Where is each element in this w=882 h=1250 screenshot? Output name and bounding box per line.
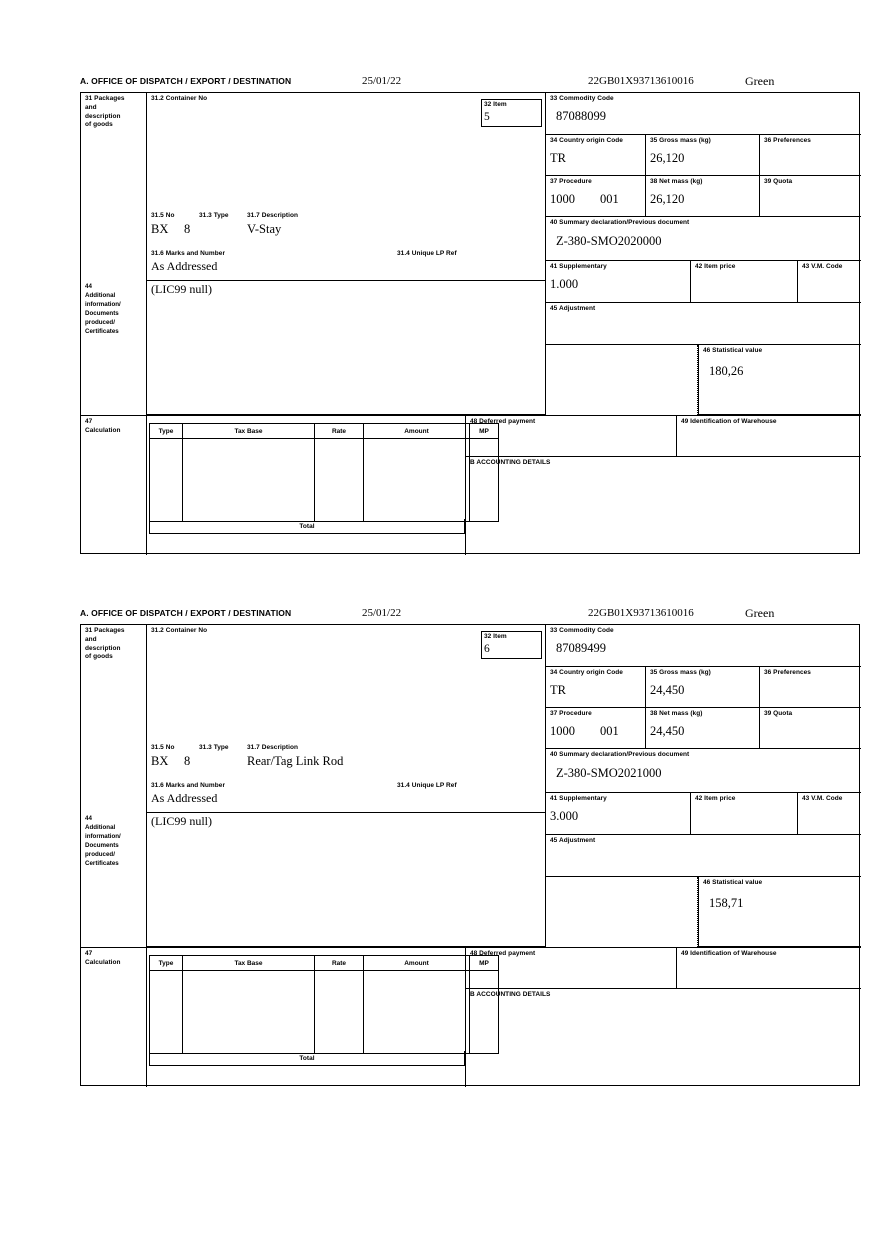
box-47-label-line1: 47 bbox=[85, 418, 93, 425]
box-31-label-line1: 31 Packages bbox=[85, 95, 125, 102]
calc-col-mp: MP bbox=[470, 424, 499, 439]
box-42-item-price-label: 42 Item price bbox=[695, 795, 736, 802]
lane-status: Green bbox=[745, 606, 775, 620]
box-31-3-type-value: 8 bbox=[184, 222, 191, 236]
movement-reference-number: 22GB01X93713610016 bbox=[588, 607, 694, 619]
box-41-supplementary-label: 41 Supplementary bbox=[550, 263, 607, 270]
box-37-procedure-value-b: 001 bbox=[600, 723, 619, 738]
box-46-statistical-value-label: 46 Statistical value bbox=[703, 879, 763, 886]
calc-cell-rate bbox=[315, 971, 364, 1054]
box-31-6-marks-label: 31.6 Marks and Number bbox=[151, 782, 226, 789]
box-44-label-line4: Documents bbox=[85, 309, 119, 317]
box-42-item-price-cell bbox=[691, 793, 798, 835]
box-37-procedure-value-a: 1000 bbox=[550, 191, 575, 206]
box-37-procedure-cell bbox=[546, 176, 646, 217]
box-43-vm-code-cell bbox=[798, 793, 861, 835]
box-33-commodity-code-label: 33 Commodity Code bbox=[550, 627, 614, 634]
box-47-label-cell bbox=[81, 415, 147, 555]
box-44-additional-info-cell bbox=[147, 281, 546, 415]
box-44-label-line1: 44 bbox=[85, 815, 92, 822]
box-47-label-line2: Calculation bbox=[85, 958, 121, 966]
box-47-total-row bbox=[149, 1051, 465, 1066]
office-of-dispatch-label: A. OFFICE OF DISPATCH / EXPORT / DESTINATION bbox=[80, 608, 292, 618]
box-43-vm-code-cell bbox=[798, 261, 861, 303]
box-44-additional-info-value: (LIC99 null) bbox=[151, 814, 212, 828]
box-38-net-mass-value: 24,450 bbox=[650, 723, 685, 738]
box-37-procedure-value-a: 1000 bbox=[550, 723, 575, 738]
box-49-warehouse-id-label: 49 Identification of Warehouse bbox=[681, 418, 777, 425]
box-44-label-line2: Additional bbox=[85, 291, 116, 299]
box-41-supplementary-cell bbox=[546, 261, 691, 303]
box-31-label-line3: description bbox=[85, 644, 121, 652]
box-31-7-description-value: Rear/Tag Link Rod bbox=[247, 754, 344, 768]
box-44-label-line3: information/ bbox=[85, 300, 121, 308]
box-45-adjustment-label: 45 Adjustment bbox=[550, 305, 596, 312]
box-44-label-line6: Certificates bbox=[85, 327, 119, 335]
office-of-dispatch-label: A. OFFICE OF DISPATCH / EXPORT / DESTINATION bbox=[80, 76, 292, 86]
box-38-net-mass-value: 26,120 bbox=[650, 191, 685, 206]
box-34-country-origin-label: 34 Country origin Code bbox=[550, 137, 623, 144]
box-40-summary-declaration-label: 40 Summary declaration/Previous document bbox=[550, 751, 690, 758]
box-49-warehouse-id-label: 49 Identification of Warehouse bbox=[681, 950, 777, 957]
box-42-item-price-label: 42 Item price bbox=[695, 263, 736, 270]
calc-col-tax-base: Tax Base bbox=[183, 424, 315, 439]
box-48-deferred-payment-label: 48 Deferred payment bbox=[470, 950, 536, 957]
box-32-item-label: 32 Item bbox=[484, 101, 507, 108]
box-32-item-value: 6 bbox=[484, 642, 490, 655]
calc-col-type: Type bbox=[150, 424, 183, 439]
box-31-5-no-value: BX bbox=[151, 222, 169, 236]
calc-cell-type bbox=[150, 971, 183, 1054]
box-31-2-container-no-label: 31.2 Container No bbox=[151, 627, 208, 634]
calc-cell-amount bbox=[364, 971, 470, 1054]
form-header bbox=[80, 76, 862, 92]
box-35-gross-mass-label: 35 Gross mass (kg) bbox=[650, 137, 711, 144]
box-46-statistical-value-cell bbox=[698, 877, 861, 947]
box-41-supplementary-label: 41 Supplementary bbox=[550, 795, 607, 802]
lane-status: Green bbox=[745, 74, 775, 88]
box-38-net-mass-label: 38 Net mass (kg) bbox=[650, 178, 703, 185]
box-31-7-description-label: 31.7 Description bbox=[247, 744, 299, 751]
box-b-accounting-details-label: B ACCOUNTING DETAILS bbox=[470, 459, 551, 466]
box-31-label-cell bbox=[81, 625, 147, 813]
box-36-preferences-label: 36 Preferences bbox=[764, 137, 811, 144]
box-31-3-type-value: 8 bbox=[184, 754, 191, 768]
calc-col-type: Type bbox=[150, 956, 183, 971]
box-44-label-line5: produced/ bbox=[85, 318, 115, 326]
box-38-net-mass-cell bbox=[646, 176, 760, 217]
box-45-adjustment-cell bbox=[546, 835, 861, 877]
box-34-country-origin-cell bbox=[546, 667, 646, 708]
box-40-summary-declaration-cell bbox=[546, 217, 861, 261]
box-47-total-label: Total bbox=[299, 523, 315, 530]
box-35-gross-mass-label: 35 Gross mass (kg) bbox=[650, 669, 711, 676]
calc-header-row bbox=[150, 424, 499, 439]
box-39-quota-label: 39 Quota bbox=[764, 710, 793, 717]
box-45-dotted-spacer bbox=[546, 877, 698, 947]
box-31-6-marks-label: 31.6 Marks and Number bbox=[151, 250, 226, 257]
calc-body-row bbox=[150, 439, 499, 522]
box-44-additional-info-cell bbox=[147, 813, 546, 947]
box-34-country-origin-cell bbox=[546, 135, 646, 176]
box-37-procedure-label: 37 Procedure bbox=[550, 710, 592, 717]
box-37-procedure-cell bbox=[546, 708, 646, 749]
box-32-item-cell bbox=[481, 631, 542, 659]
box-40-summary-declaration-value: Z-380-SMO2021000 bbox=[556, 765, 662, 780]
calc-cell-amount bbox=[364, 439, 470, 522]
box-46-statistical-value-value: 158,71 bbox=[709, 895, 744, 910]
box-31-3-type-label: 31.3 Type bbox=[199, 212, 229, 219]
box-33-commodity-code-label: 33 Commodity Code bbox=[550, 95, 614, 102]
box-33-commodity-code-cell bbox=[546, 625, 861, 667]
box-39-quota-label: 39 Quota bbox=[764, 178, 793, 185]
box-45-dotted-spacer bbox=[546, 345, 698, 415]
box-34-country-origin-label: 34 Country origin Code bbox=[550, 669, 623, 676]
calc-col-rate: Rate bbox=[315, 956, 364, 971]
declaration-date: 25/01/22 bbox=[362, 607, 402, 619]
box-35-gross-mass-value: 26,120 bbox=[650, 150, 685, 165]
box-44-label-line6: Certificates bbox=[85, 859, 119, 867]
box-31-3-type-label: 31.3 Type bbox=[199, 744, 229, 751]
calc-col-amount: Amount bbox=[364, 424, 470, 439]
box-45-adjustment-label: 45 Adjustment bbox=[550, 837, 596, 844]
box-44-label-line1: 44 bbox=[85, 283, 92, 290]
box-36-preferences-cell bbox=[760, 667, 861, 708]
box-31-label-line2: and bbox=[85, 103, 97, 111]
box-40-summary-declaration-value: Z-380-SMO2020000 bbox=[556, 233, 662, 248]
calc-col-amount: Amount bbox=[364, 956, 470, 971]
box-b-accounting-details-cell bbox=[465, 457, 861, 555]
declaration-grid bbox=[80, 624, 860, 1086]
box-31-label-cell bbox=[81, 93, 147, 281]
box-47-calculation-table bbox=[149, 955, 499, 1054]
box-33-commodity-code-value: 87089499 bbox=[556, 640, 606, 655]
box-38-net-mass-label: 38 Net mass (kg) bbox=[650, 710, 703, 717]
box-44-label-line4: Documents bbox=[85, 841, 119, 849]
box-37-procedure-label: 37 Procedure bbox=[550, 178, 592, 185]
box-31-7-description-value: V-Stay bbox=[247, 222, 282, 236]
calc-col-mp: MP bbox=[470, 956, 499, 971]
box-31-4-unique-lp-ref-label: 31.4 Unique LP Ref bbox=[397, 250, 457, 257]
box-48-deferred-payment-cell bbox=[465, 415, 676, 457]
box-35-gross-mass-cell bbox=[646, 135, 760, 176]
box-47-calculation-table bbox=[149, 423, 499, 522]
box-47-total-label: Total bbox=[299, 1055, 315, 1062]
box-39-quota-cell bbox=[760, 176, 861, 217]
calc-col-rate: Rate bbox=[315, 424, 364, 439]
box-46-statistical-value-cell bbox=[698, 345, 861, 415]
box-32-item-value: 5 bbox=[484, 110, 490, 123]
box-48-deferred-payment-cell bbox=[465, 947, 676, 989]
customs-declaration-form-1 bbox=[80, 76, 862, 554]
box-44-label-line2: Additional bbox=[85, 823, 116, 831]
box-31-label-line4: of goods bbox=[85, 121, 113, 129]
box-b-accounting-details-label: B ACCOUNTING DETAILS bbox=[470, 991, 551, 998]
box-47-total-row bbox=[149, 519, 465, 534]
box-47-label-line2: Calculation bbox=[85, 426, 121, 434]
box-b-accounting-details-cell bbox=[465, 989, 861, 1087]
box-33-commodity-code-value: 87088099 bbox=[556, 108, 606, 123]
calc-cell-tax-base bbox=[183, 971, 315, 1054]
box-34-country-origin-value: TR bbox=[550, 150, 566, 165]
box-41-supplementary-value: 1.000 bbox=[550, 276, 579, 291]
box-44-label-cell bbox=[81, 281, 147, 415]
box-31-label-line1: 31 Packages bbox=[85, 627, 125, 634]
box-44-label-line3: information/ bbox=[85, 832, 121, 840]
box-31-5-no-label: 31.5 No bbox=[151, 212, 175, 219]
box-38-net-mass-cell bbox=[646, 708, 760, 749]
box-40-summary-declaration-label: 40 Summary declaration/Previous document bbox=[550, 219, 690, 226]
calc-col-tax-base: Tax Base bbox=[183, 956, 315, 971]
box-42-item-price-cell bbox=[691, 261, 798, 303]
box-32-item-label: 32 Item bbox=[484, 633, 507, 640]
box-31-7-description-label: 31.7 Description bbox=[247, 212, 299, 219]
box-47-label-line1: 47 bbox=[85, 950, 93, 957]
box-32-item-cell bbox=[481, 99, 542, 127]
box-31-4-unique-lp-ref-label: 31.4 Unique LP Ref bbox=[397, 782, 457, 789]
calc-header-row bbox=[150, 956, 499, 971]
box-44-label-line5: produced/ bbox=[85, 850, 115, 858]
box-31-label-line2: and bbox=[85, 635, 97, 643]
box-43-vm-code-label: 43 V.M. Code bbox=[802, 263, 843, 270]
box-39-quota-cell bbox=[760, 708, 861, 749]
box-45-adjustment-cell bbox=[546, 303, 861, 345]
box-44-label-cell bbox=[81, 813, 147, 947]
box-37-procedure-value-b: 001 bbox=[600, 191, 619, 206]
box-34-country-origin-value: TR bbox=[550, 682, 566, 697]
calc-body-row bbox=[150, 971, 499, 1054]
movement-reference-number: 22GB01X93713610016 bbox=[588, 75, 694, 87]
box-48-deferred-payment-label: 48 Deferred payment bbox=[470, 418, 536, 425]
box-31-5-no-value: BX bbox=[151, 754, 169, 768]
box-31-6-marks-value: As Addressed bbox=[151, 259, 218, 273]
box-44-additional-info-value: (LIC99 null) bbox=[151, 282, 212, 296]
box-31-label-line3: description bbox=[85, 112, 121, 120]
box-43-vm-code-label: 43 V.M. Code bbox=[802, 795, 843, 802]
box-33-commodity-code-cell bbox=[546, 93, 861, 135]
box-36-preferences-label: 36 Preferences bbox=[764, 669, 811, 676]
customs-declaration-form-2 bbox=[80, 608, 862, 1086]
declaration-grid bbox=[80, 92, 860, 554]
box-49-warehouse-id-cell bbox=[676, 947, 861, 989]
calc-cell-type bbox=[150, 439, 183, 522]
box-41-supplementary-value: 3.000 bbox=[550, 808, 579, 823]
box-35-gross-mass-value: 24,450 bbox=[650, 682, 685, 697]
box-47-label-cell bbox=[81, 947, 147, 1087]
box-46-statistical-value-label: 46 Statistical value bbox=[703, 347, 763, 354]
calc-cell-tax-base bbox=[183, 439, 315, 522]
box-40-summary-declaration-cell bbox=[546, 749, 861, 793]
form-header bbox=[80, 608, 862, 624]
box-31-2-container-no-label: 31.2 Container No bbox=[151, 95, 208, 102]
calc-cell-rate bbox=[315, 439, 364, 522]
box-35-gross-mass-cell bbox=[646, 667, 760, 708]
declaration-date: 25/01/22 bbox=[362, 75, 402, 87]
box-36-preferences-cell bbox=[760, 135, 861, 176]
box-41-supplementary-cell bbox=[546, 793, 691, 835]
box-46-statistical-value-value: 180,26 bbox=[709, 363, 744, 378]
box-31-label-line4: of goods bbox=[85, 653, 113, 661]
box-49-warehouse-id-cell bbox=[676, 415, 861, 457]
box-31-6-marks-value: As Addressed bbox=[151, 791, 218, 805]
box-31-5-no-label: 31.5 No bbox=[151, 744, 175, 751]
